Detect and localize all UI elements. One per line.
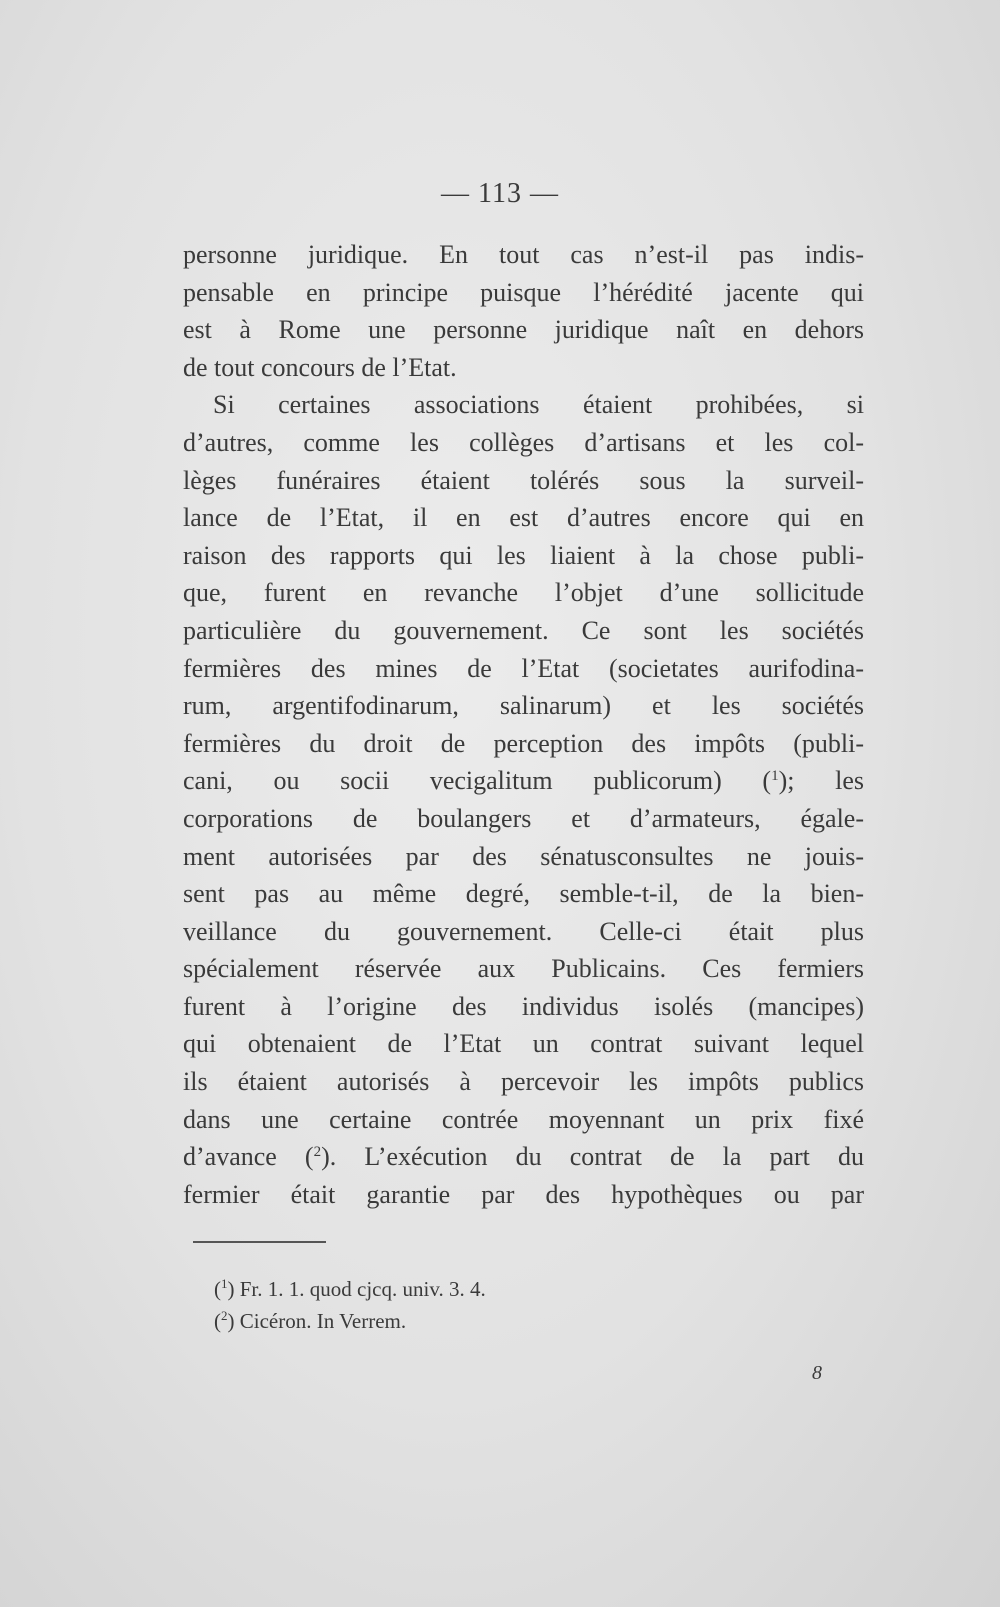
text-line-continuation: ; les [787,766,864,796]
footnote-text: Fr. 1. 1. quod cjcq. univ. 3. 4. [239,1277,486,1301]
text-line [183,386,864,424]
text-line [183,311,864,349]
text-line [183,687,864,725]
footnote-mark: 2 [221,1308,228,1323]
footnote-reference: 2 [313,1144,322,1161]
text-line-content: fermières du droit de perception des impôts (publi- [183,728,864,758]
text-line [183,574,864,612]
footnote-mark: 1 [221,1276,228,1291]
text-line-content: est à Rome une personne juridique naît en dehors [183,315,864,345]
text-line-content: raison des rapports qui les liaient à la chose publi- [183,540,864,570]
text-line [183,875,864,913]
text-line-continuation: . L’exécution du contrat de la part du [329,1142,864,1172]
text-line-content: veillance du gouvernement. Celle-ci était plus [183,916,864,946]
text-line [183,800,864,838]
text-line-content: qui obtenaient de l’Etat un contrat suivant lequel [183,1029,864,1059]
signature-mark: 8 [812,1362,822,1384]
text-line-content: particulière du gouvernement. Ce sont les sociétés [183,615,864,645]
text-line [183,1063,864,1101]
text-line-content: fermier était garantie par des hypothèques ou par [183,1179,864,1209]
text-line [183,1176,864,1214]
text-line [183,913,864,951]
footnote: ($^1$) Fr. 1. 1. quod cjcq. univ. 3. 4. [214,1276,486,1301]
text-line: cani, ou socii vecigalitum publicorum) ($^1$); les [183,766,864,796]
text-line-content: pensable en principe puisque l’hérédité jacente qui [183,277,864,307]
text-line-content: ils étaient autorisés à percevoir les impôts publics [183,1067,864,1097]
text-line-content: de tout concours de l’Etat. [183,352,457,382]
text-line-content: furent à l’origine des individus isolés (mancipes) [183,991,864,1021]
text-line-content: d’autres, comme les collèges d’artisans et les col- [183,427,864,457]
text-line: d’avance ($^2$). L’exécution du contrat de la part du [183,1142,864,1172]
text-line-content: ment autorisées par des sénatusconsultes ne jouis- [183,841,864,871]
text-line [183,950,864,988]
footnote-text: Cicéron. In Verrem. [239,1309,407,1333]
page-number: — 113 — [441,178,559,209]
text-line-content: personne juridique. En tout cas n’est-il pas indis- [183,240,864,269]
text-line-content: fermières des mines de l’Etat (societates aurifodina- [183,653,864,683]
text-line [183,612,864,650]
text-line [183,236,864,274]
text-line [183,838,864,876]
text-line-content: lèges funéraires étaient tolérés sous la surveil- [183,465,864,495]
text-line [183,1025,864,1063]
text-line-content: d’avance [183,1142,277,1172]
footnote: ($^2$) Cicéron. In Verrem. [214,1308,407,1333]
footnote-reference: 1 [771,768,779,785]
text-line [183,349,864,387]
text-line [183,1101,864,1139]
footnote-separator [193,1241,326,1243]
text-line [183,499,864,537]
text-line [183,725,864,763]
text-line-content: cani, ou socii vecigalitum publicorum) [183,766,722,796]
text-line-content: corporations de boulangers et d’armateurs, égale- [183,803,864,833]
text-line [183,274,864,312]
text-line [183,650,864,688]
text-line [183,462,864,500]
text-line [183,988,864,1026]
text-line [183,424,864,462]
footnotes [214,1273,814,1337]
text-line [183,537,864,575]
text-line-content: lance de l’Etat, il en est d’autres encore qui en [183,503,864,533]
text-line-content: dans une certaine contrée moyennant un prix fixé [183,1104,864,1134]
text-line-content: sent pas au même degré, semble-t-il, de la bien- [183,879,864,909]
text-line-content: Si certaines associations étaient prohibées, si [213,390,864,420]
text-line-content: rum, argentifodinarum, salinarum) et les sociétés [183,691,864,721]
text-line-content: spécialement réservée aux Publicains. Ces fermiers [183,954,864,984]
body-text [183,236,864,1213]
text-line-content: que, furent en revanche l’objet d’une sollicitude [183,578,864,608]
